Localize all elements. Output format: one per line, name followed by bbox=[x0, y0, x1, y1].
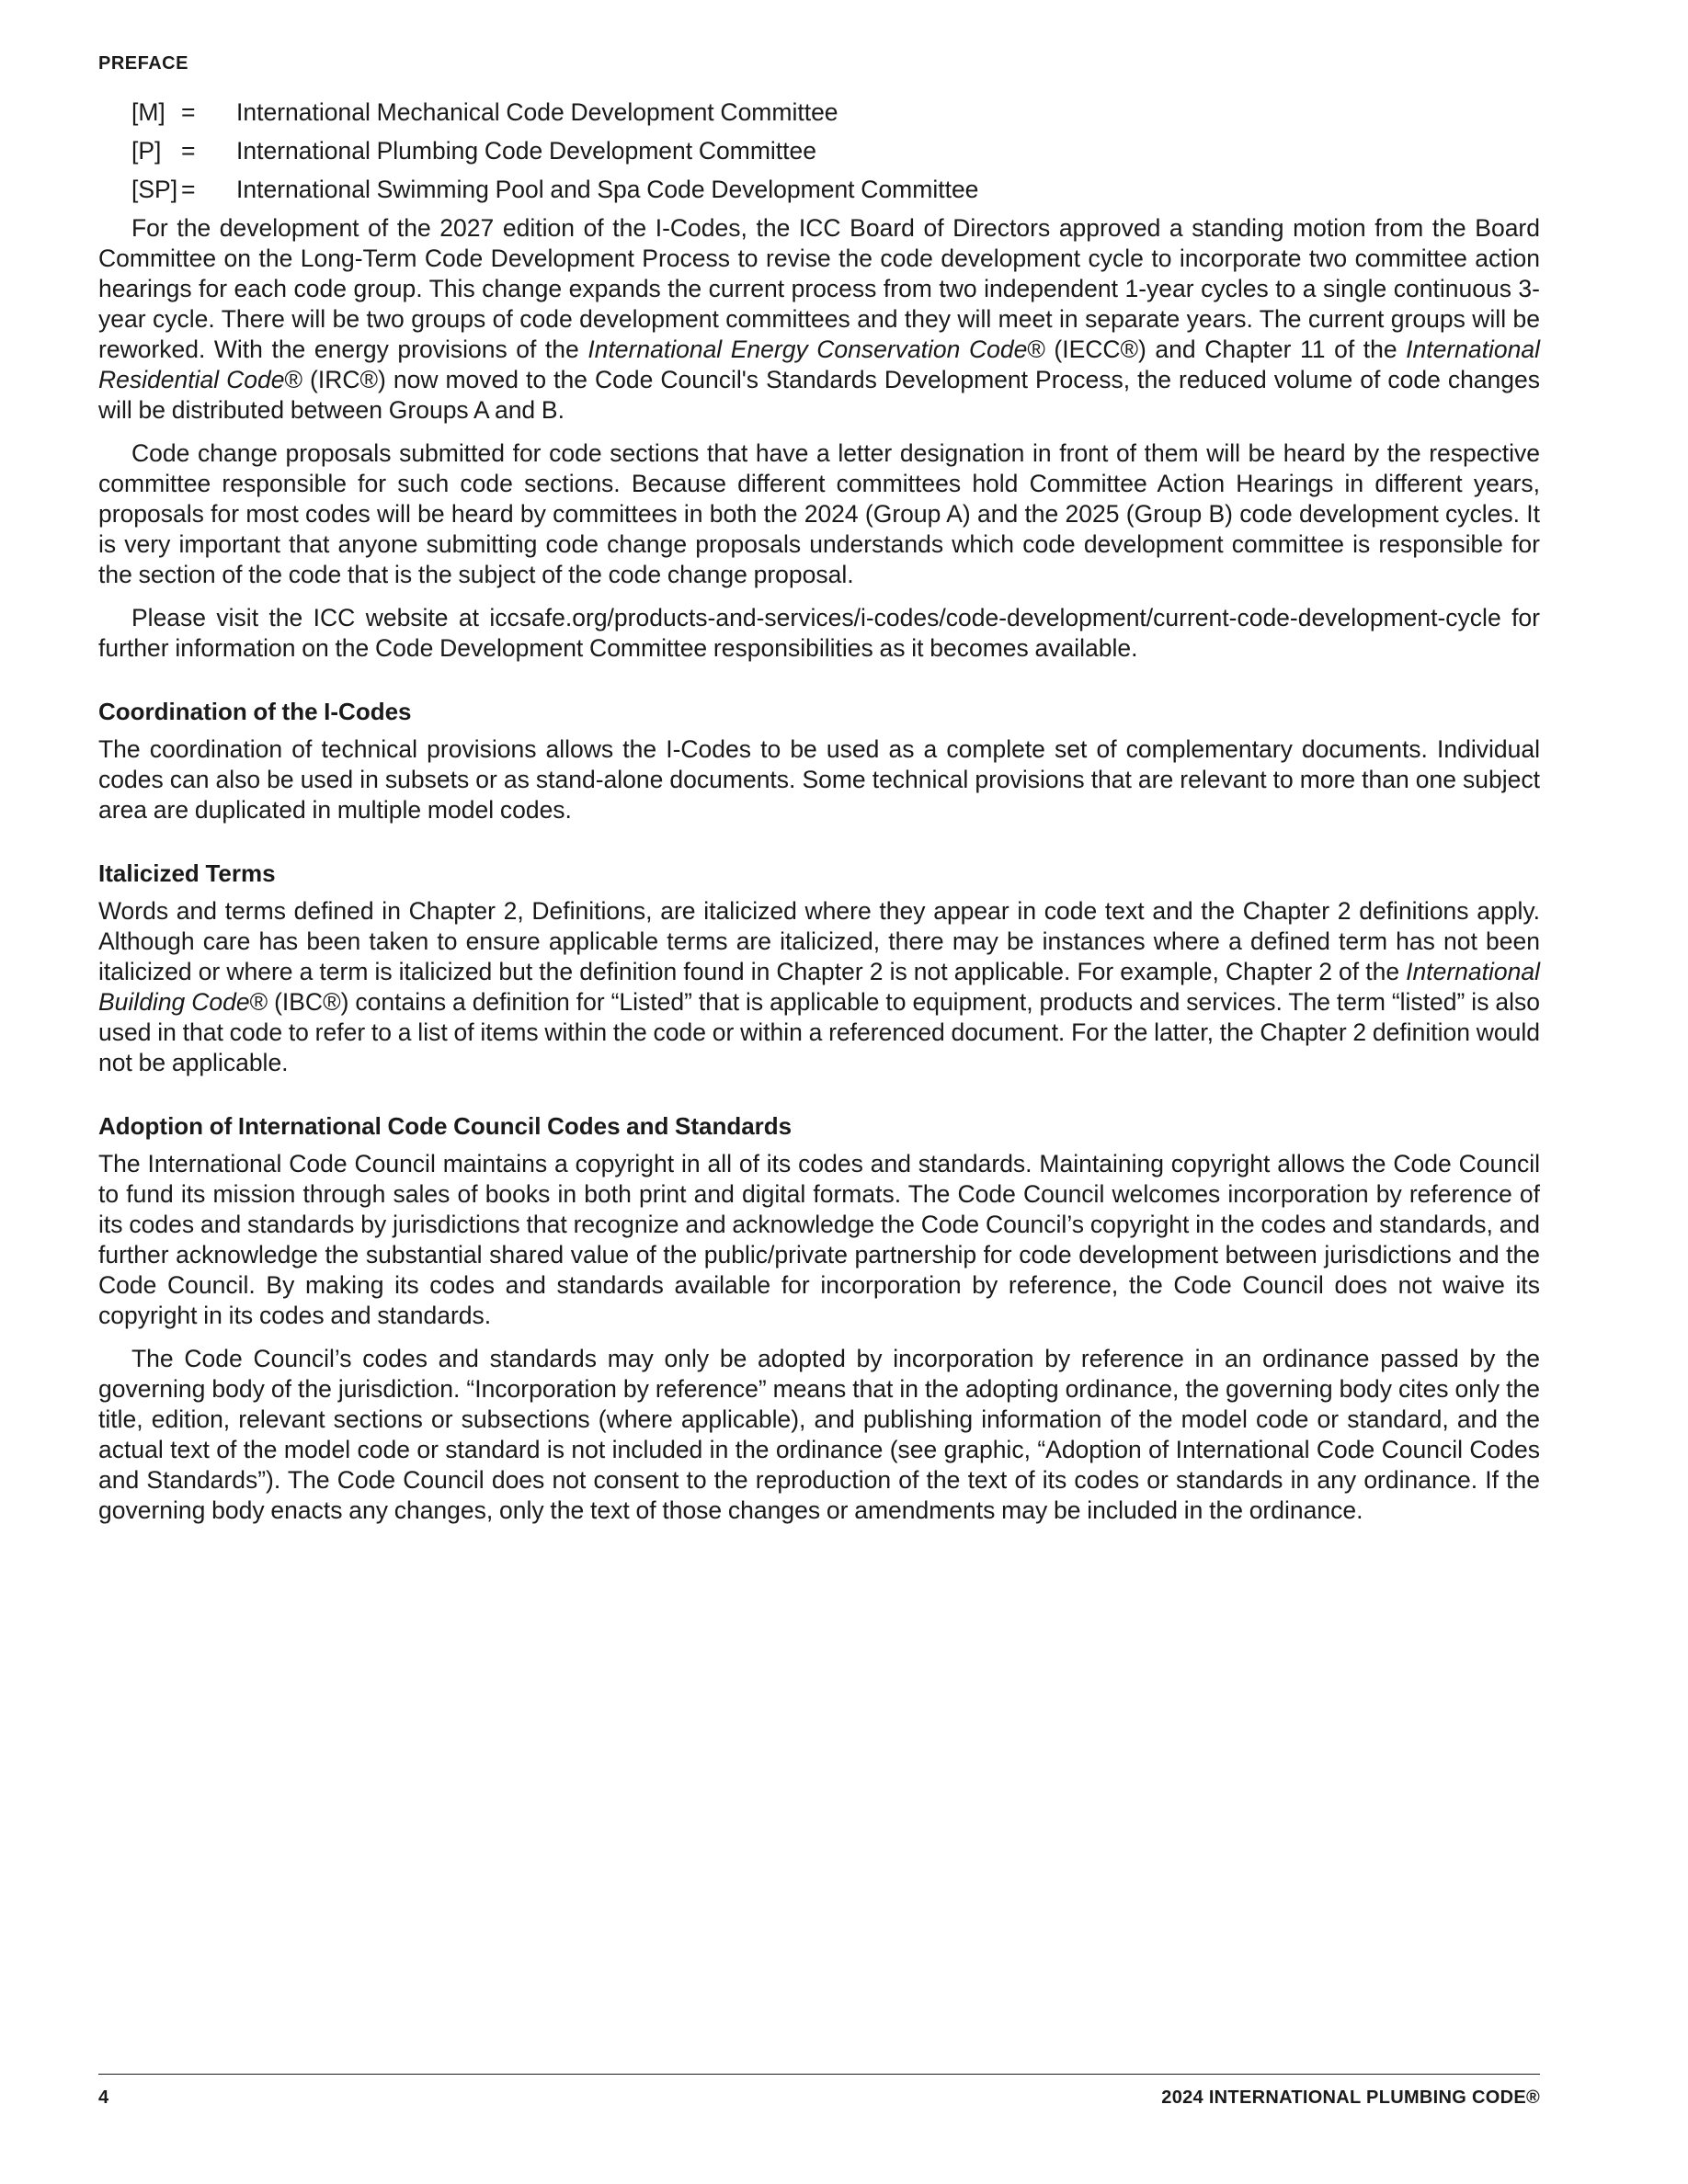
committee-list-item bbox=[131, 136, 1540, 175]
iecc-title: International Energy Conservation Code bbox=[587, 336, 1028, 363]
text-run: ® (IRC®) now moved to the Code Council's Standards Development Process, the reduced volume of code changes will be distributed between Groups A and B. bbox=[98, 366, 1541, 424]
equals-sign: = bbox=[181, 98, 196, 126]
adoption-paragraph-1: The International Code Council maintains a copyright in all of its codes and standards. Maintaining copyright allows the Code Council to fund its mission through sales of books in both print and digital formats. The Code Council welcomes incorporation by reference of its codes and standards by jurisdictions that recognize and acknowledge the Code Council’s copyright in the codes and standards, and further acknowledge the substantial shared value of the public/private partnership for code development between jurisdictions and the Code Council. By making its codes and standards available for incorporation by reference, the Code Council does not waive its copyright in its codes and standards. bbox=[98, 1150, 1540, 1329]
committee-code: [M] bbox=[131, 98, 165, 126]
equals-sign: = bbox=[181, 137, 196, 165]
committee-list-item bbox=[131, 175, 1540, 213]
italicized-terms-paragraph bbox=[98, 896, 1540, 1078]
running-head: PREFACE bbox=[98, 53, 188, 74]
committee-list-item bbox=[131, 97, 1540, 136]
document-page bbox=[98, 53, 1540, 2149]
ibc-title: International Building Code bbox=[98, 958, 1540, 1016]
intro-paragraph-1 bbox=[98, 213, 1540, 426]
coordination-heading: Coordination of the I-Codes bbox=[98, 698, 412, 725]
coordination-paragraph: The coordination of technical provisions allows the I-Codes to be used as a complete set of complementary documents. Individual codes can also be used in subsets or as stand-alone documents. Some technical provisions that are relevant to more than one subject area are duplicated in multiple model codes. bbox=[98, 735, 1540, 824]
equals-sign: = bbox=[181, 176, 196, 203]
irc-title: International Residential Code bbox=[98, 336, 1540, 393]
adoption-heading: Adoption of International Code Council Codes and Standards bbox=[98, 1112, 793, 1140]
book-title: 2024 INTERNATIONAL PLUMBING CODE® bbox=[1161, 2087, 1540, 2108]
intro-paragraph-3: Please visit the ICC website at iccsafe.org/products-and-services/i-codes/code-development/current-code-development-cycle for further information on the Code Development Committee responsibilities as it becomes available. bbox=[98, 604, 1540, 662]
text-run: For the development of the 2027 edition of the I-Codes, the ICC Board of Directors approved a standing motion from the Board Committee on the Long-Term Code Development Process to revise the code development cycle to incorporate two committee action hearings for each code group. This change expands the current process from two independent 1-year cycles to a single continuous 3-year cycle. There will be two groups of code development committees and they will meet in separate years. The current groups will be reworked. With the energy provisions of the bbox=[98, 214, 1540, 363]
text-run: Words and terms defined in Chapter 2, Definitions, are italicized where they appear in code text and the Chapter 2 definitions apply. Although care has been taken to ensure applicable terms are italicized, there may be instances where a defined term has not been italicized or where a term is italicized but the definition found in Chapter 2 is not applicable. For example, Chapter 2 of the bbox=[98, 897, 1540, 985]
committee-code: [P] bbox=[131, 137, 162, 165]
italicized-terms-heading: Italicized Terms bbox=[98, 859, 276, 887]
committee-code: [SP] bbox=[131, 176, 178, 203]
committee-list bbox=[98, 97, 1540, 213]
committee-name: International Plumbing Code Development Committee bbox=[236, 137, 816, 165]
text-run: ® (IBC®) contains a definition for “Listed” that is applicable to equipment, products and services. The term “listed” is also used in that code to refer to a list of items within the code or within a referenced document. For the latter, the Chapter 2 definition would not be applicable. bbox=[98, 988, 1541, 1076]
page-number: 4 bbox=[98, 2087, 109, 2108]
text-run: ® (IECC®) and Chapter 11 of the bbox=[1027, 336, 1407, 363]
page-footer bbox=[98, 2074, 1540, 2109]
intro-paragraph-2: Code change proposals submitted for code sections that have a letter designation in front of them will be heard by the respective committee responsible for such code sections. Because different committees hold Committee Action Hearings in different years, proposals for most codes will be heard by committees in both the 2024 (Group A) and the 2025 (Group B) code development cycles. It is very important that anyone submitting code change proposals understands which code development committee is responsible for the section of the code that is the subject of the code change proposal. bbox=[98, 439, 1540, 588]
adoption-paragraph-2: The Code Council’s codes and standards may only be adopted by incorporation by reference in an ordinance passed by the governing body of the jurisdiction. “Incorporation by reference” means that in the adopting ordinance, the governing body cites only the title, edition, relevant sections or subsections (where applicable), and publishing information of the model code or standard, and the actual text of the model code or standard is not included in the ordinance (see graphic, “Adoption of International Code Council Codes and Standards”). The Code Council does not consent to the reproduction of the text of its codes or standards in any ordinance. If the governing body enacts any changes, only the text of those changes or amendments may be included in the ordinance. bbox=[98, 1345, 1540, 1524]
committee-name: International Swimming Pool and Spa Code Development Committee bbox=[236, 176, 979, 203]
page-content bbox=[98, 97, 1540, 1526]
committee-name: International Mechanical Code Development Committee bbox=[236, 98, 838, 126]
